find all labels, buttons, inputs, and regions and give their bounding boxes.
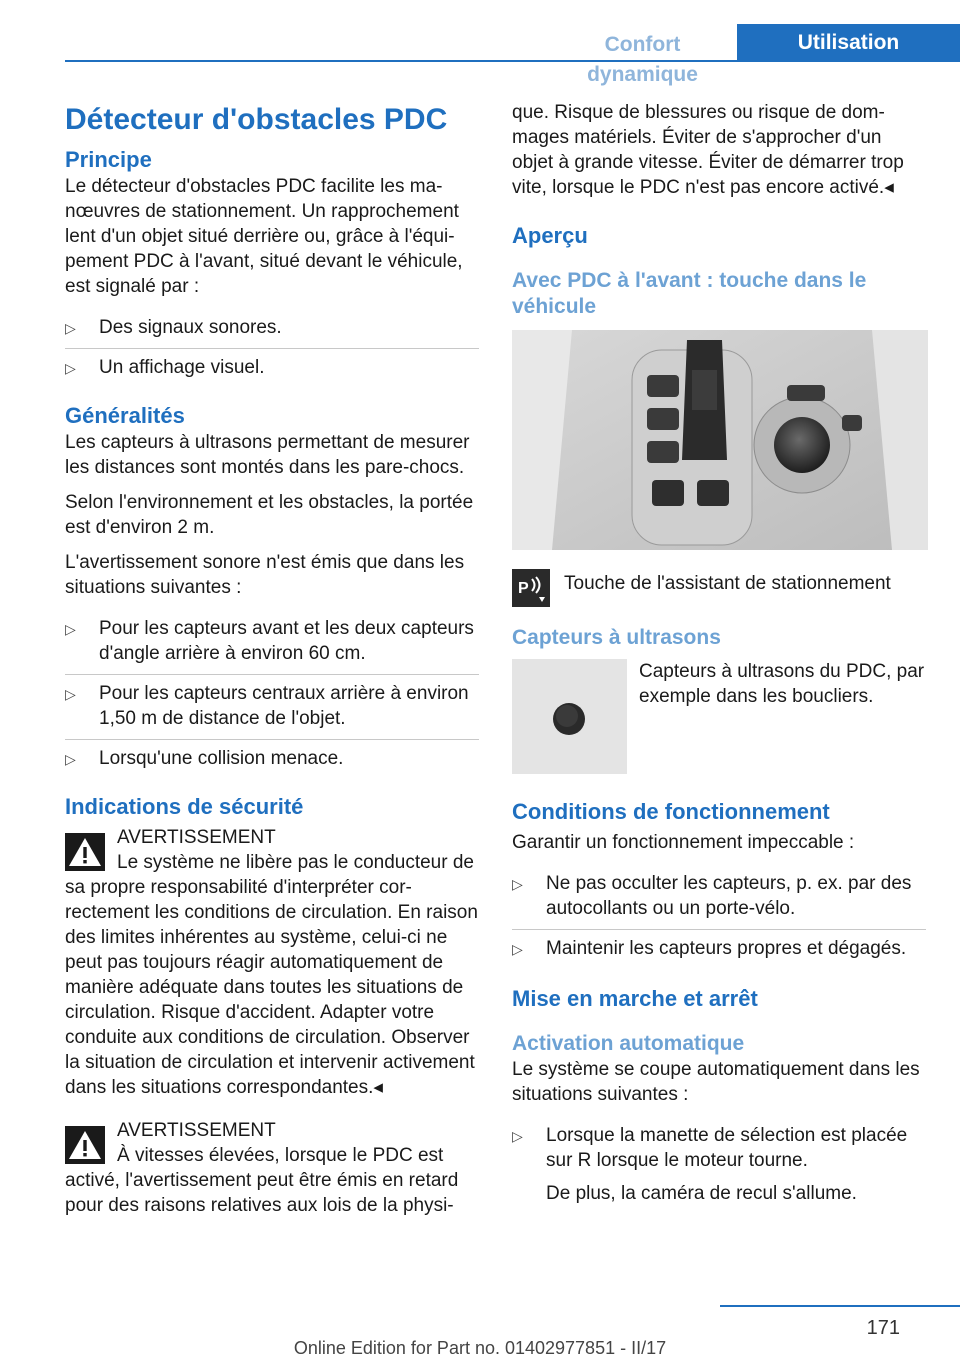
list-item: ▷ Un affichage visuel. [65,349,479,388]
parking-assistant-icon [512,569,550,607]
heading-securite: Indications de sécurité [65,794,304,819]
heading-generalites: Généralités [65,403,185,428]
generalites-p2: Selon l'environnement et les obstacles, la portée est d'environ 2 m. [65,492,474,538]
conditions-list [512,865,926,969]
list-item-subtext: De plus, la caméra de recul s'allume. [546,1183,857,1204]
caption-row [512,569,926,607]
list-item: ▷ Lorsqu'une collision menace. [65,740,479,779]
footer-edition: Online Edition for Part no. 01402977851 - II/17 [293,1338,667,1358]
heading-conditions: Conditions de fonctionnement [512,799,830,824]
svg-text:P: P [518,580,529,597]
right-column [512,100,926,1224]
heading-avant: Avec PDC à l'avant : touche dans le véhicule [512,269,867,318]
warning-triangle-icon [65,1126,105,1164]
principe-text: Le détecteur d'obstacles PDC facilite les manœuvres de stationnement. Un rapprochement lent d'un objet situé derrière ou, grâce à l'équipement PDC à l'avant, situé devant le véhicule, est signalé par : [65,176,463,297]
header-rule [65,60,960,62]
console-photo [512,330,928,550]
heading-activation: Activation automatique [512,1032,745,1055]
generalites-p3: L'avertissement sonore n'est émis que dans les situations suivantes : [65,552,465,598]
sensor-row [512,659,926,774]
warning-text: Le système ne libère pas le conducteur de sa propre responsabilité d'interpréter correctement les conditions de circulation. En raison des limites inhérentes au système, celui-ci ne peut pas toujours réagir automatiquement de manière adéquate dans toutes les situations de circulation. Risque d'accident. Adapter votre conduite aux conditions de circulation. Observer la situation de circulation et intervenir activement dans les situations correspondantes.◂ [65,852,478,1098]
warning-label: AVERTISSEMENT [117,827,276,848]
activation-list [512,1117,926,1214]
page-number: 171 [866,1317,900,1339]
generalites-list [65,610,479,779]
list-item [512,1117,926,1214]
heading-capteurs: Capteurs à ultrasons [512,626,721,649]
sensor-photo [512,659,627,774]
activation-text: Le système se coupe automatiquement dans les situations suivantes : [512,1059,920,1105]
list-item: ▷ Ne pas occulter les capteurs, p. ex. par des autocollants ou un porte-vélo. [512,865,926,930]
list-item: ▷ Maintenir les capteurs propres et dégagés. [512,930,926,969]
page-title: Détecteur d'obstacles PDC [65,103,448,136]
photo-caption: Touche de l'assistant de stationnement [564,573,891,594]
list-item-text: Lorsque la manette de sélection est placée sur R lorsque le moteur tourne. [546,1125,908,1171]
left-column [65,100,479,1218]
sensor-text: Capteurs à ultrasons du PDC, par exemple dans les boucliers. [639,661,925,707]
continued-warning-text: que. Risque de blessures ou risque de dommages matériels. Éviter de s'approcher d'un objet à grande vitesse. Éviter de démarrer trop vite, lorsque le PDC n'est pas encore activé.◂ [512,102,904,198]
footer-rule [720,1305,960,1307]
header-chapter-tab: Utilisation [737,24,960,62]
heading-apercu: Aperçu [512,223,588,248]
conditions-text: Garantir un fonctionnement impeccable : [512,832,855,853]
warning-label: AVERTISSEMENT [117,1120,276,1141]
generalites-p1: Les capteurs à ultrasons permettant de mesurer les distances sont montés dans les pare-chocs. [65,432,470,478]
list-item: ▷ Des signaux sonores. [65,309,479,349]
warning-block-1 [65,825,479,1100]
warning-block-2 [65,1118,479,1218]
list-item: ▷ Pour les capteurs avant et les deux capteurs d'angle arrière à environ 60 cm. [65,610,479,675]
heading-principe: Principe [65,147,152,172]
warning-text: À vitesses élevées, lorsque le PDC est activé, l'avertissement peut être émis en retard pour des raisons relatives aux lois de la physi- [65,1145,459,1216]
heading-marche: Mise en marche et arrêt [512,986,758,1011]
header-section-label: Confort dynamique [587,33,698,86]
principe-list [65,309,479,388]
warning-triangle-icon [65,833,105,871]
list-item: ▷ Pour les capteurs centraux arrière à environ 1,50 m de distance de l'objet. [65,675,479,740]
